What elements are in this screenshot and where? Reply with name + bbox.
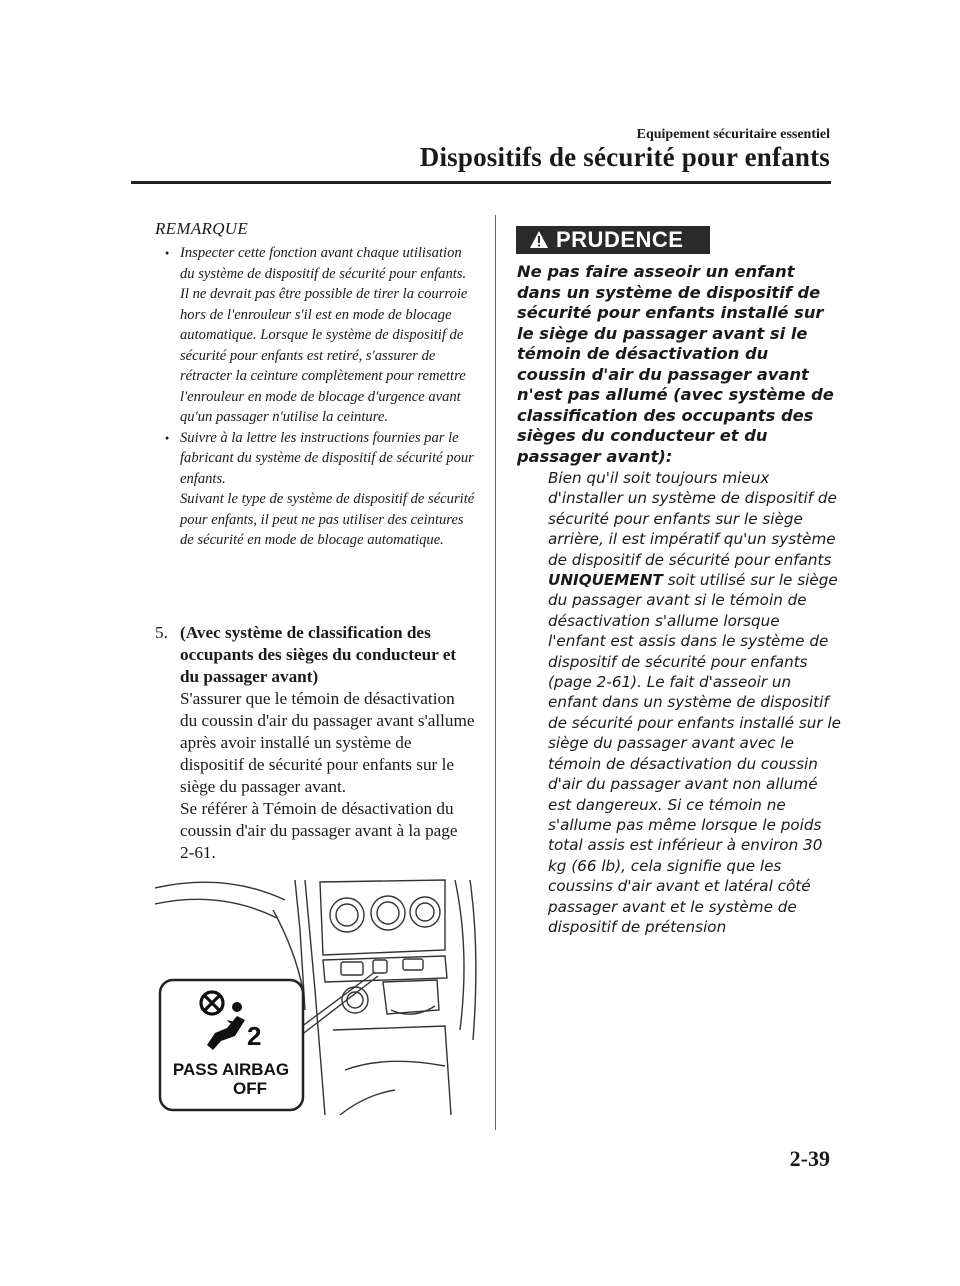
page-number: 2-39 (789, 1146, 830, 1171)
caution-body (548, 468, 842, 937)
step-reference: Se référer à Témoin de désactivation du coussin d'air du passager avant à la page 2-61. (180, 799, 458, 862)
caution-emphasis: UNIQUEMENT (548, 571, 663, 590)
caution-body-start: Bien qu'il soit toujours mieux d'installer un système de dispositif de sécurité pour enfants sur le siège arrière, il est impératif qu'un système de dispositif de sécurité pour enfants (548, 469, 837, 569)
dashboard-drawing (155, 870, 480, 1115)
caution-body-end: soit utilisé sur le siège du passager avant si le témoin de désactivation s'allume lorsque l'enfant est assis dans le système de dispositif de sécurité pour enfants (page 2-61). Le fait d'asseoir un enfant dans un système de dispositif de sécurité pour enfants installé sur le siège du passager avant avec le témoin de désactivation du coussin d'air du passager avant non allumé est dangereux. Si ce témoin ne s'allume pas même lorsque le poids total assis est inférieur à environ 30 kg (66 lb), cela signifie que les coussins d'air avant et latéral côté passager avant et le système de dispositif de prétension (548, 571, 842, 936)
note-block (155, 219, 475, 551)
callout-box (160, 980, 303, 1110)
steering-wheel-inner (155, 899, 277, 918)
note-list (155, 243, 475, 551)
steering-wheel-outer (155, 882, 285, 900)
step-body (180, 622, 475, 864)
column-divider (495, 215, 496, 1130)
note-title: REMARQUE (155, 219, 249, 238)
note-item: ● Inspecter cette fonction avant chaque utilisation du système de dispositif de sécurité pour enfants. Il ne devrait pas être possible de tirer la courroie hors de l'enrouleur s'il est en mode de blocage automatique. Lorsque le système de dispositif de sécurité pour enfants est retiré, s'assurer de rétracter la ceinture complètement pour remettre l'enrouleur en mode de blocage d'urgence avant qu'un passager n'utilise la ceinture. (155, 243, 475, 428)
note-item-text: Suivre à la lettre les instructions fournies par le fabricant du système de dispositif de sécurité pour enfants. (180, 429, 474, 487)
header-rule (131, 181, 831, 184)
page-title: Dispositifs de sécurité pour enfants (419, 142, 830, 172)
step-text: S'assurer que le témoin de désactivation du coussin d'air du passager avant s'allume après avoir installé un système de dispositif de sécurité pour enfants sur le siège du passager avant. (180, 689, 475, 796)
step-number: 5. (155, 623, 168, 642)
dashboard-illustration (155, 870, 480, 1115)
label-line-1: PASS AIRBAG (172, 1060, 290, 1079)
icon-number: 2 (247, 1021, 262, 1051)
caution-banner (516, 226, 710, 254)
airbag-indicator-lamp (373, 960, 387, 973)
step-5 (155, 622, 475, 864)
section-label: Equipement sécuritaire essentiel (636, 127, 830, 142)
warning-icon (529, 230, 549, 250)
note-item (155, 428, 475, 490)
right-trim (455, 880, 464, 1030)
note-item-continued (155, 489, 475, 551)
caution-heading: Ne pas faire asseoir un enfant dans un système de dispositif de sécurité pour enfants installé sur le siège du passager avant si le témoin de désactivation du coussin d'air du passager avant n'est pas allumé (avec système de classification des occupants des sièges du conducteur et du passager avant): (517, 262, 834, 466)
note-item-text: Suivant le type de système de dispositif de sécurité pour enfants, il peut ne pas utiliser des ceintures de sécurité en mode de blocage automatique. (180, 491, 475, 548)
label-line-2: OFF (233, 1079, 267, 1098)
caution-banner-label: PRUDENCE (556, 227, 684, 252)
step-heading: (Avec système de classification des occupants des sièges du conducteur et du passager avant) (180, 623, 457, 686)
caution-block (517, 262, 842, 937)
